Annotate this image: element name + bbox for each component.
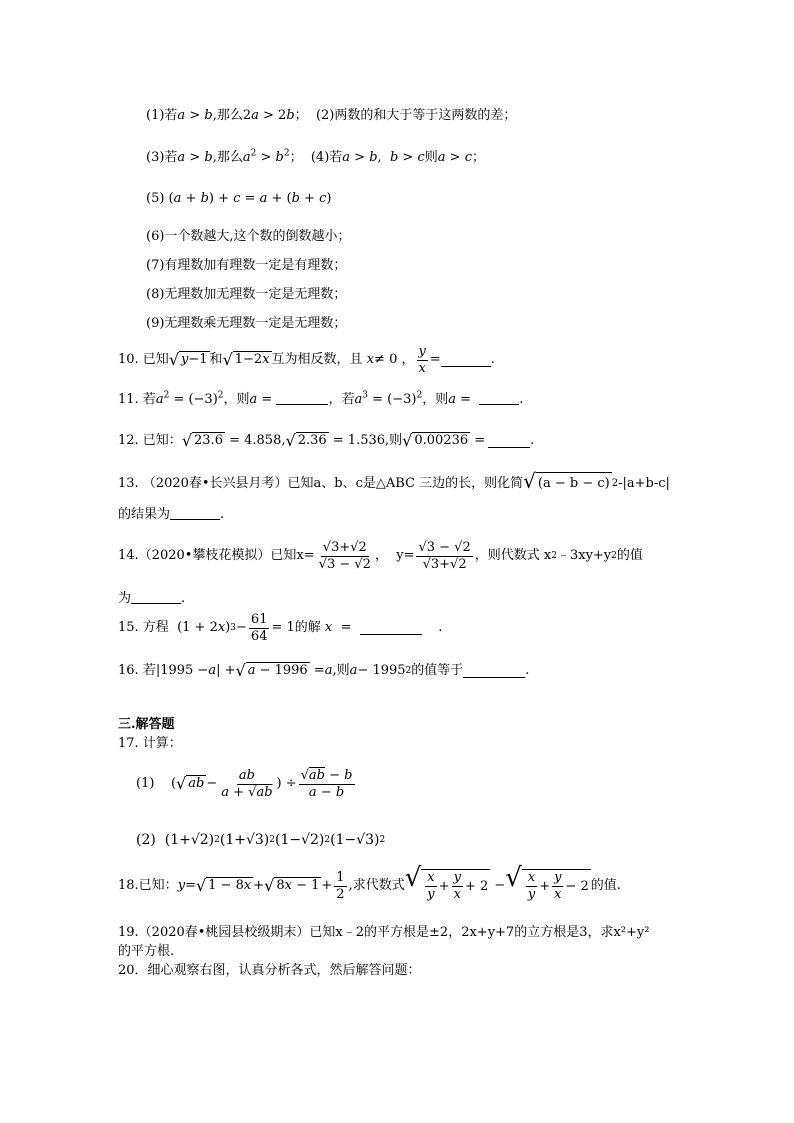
item-9: (9)无理数乘无理数一定是无理数；: [146, 316, 347, 331]
item-6: (6)一个数越大,这个数的倒数越小；: [146, 229, 351, 244]
sqrt-0-00236: √ 0.00236: [402, 431, 469, 450]
item-3-4: (3)若a > b,那么$a^2 > b^2$； (4)若a > b, b > c则a > c；: [146, 148, 485, 165]
sqrt-a-1996: √ a − 1996: [235, 661, 308, 680]
sqrt-expr-plus: √ $\frac{x}{y}$ + $\frac{y}{x}$ + 2: [404, 863, 489, 902]
fraction-y-over-x: $\frac{y}{x}$: [418, 343, 426, 376]
question-17-1: (1) ( √ ab − $\frac{ab}{a + √ab}$ ) ÷ $\frac{√ab - b}{a - b}$: [136, 767, 353, 800]
sqrt-y-1: √ y−1: [168, 350, 208, 369]
fraction-1-2: $\frac{1}{2}$: [336, 869, 345, 902]
question-11: 11. 若$a^2 = (-3)^2$，则a = ，若$a^3 = (-3)^2$，则a = .: [118, 390, 524, 407]
question-10: 10. 已知 √ y−1 和 √ 1−2x 互为相反数，且 x ≠ 0 ， $\frac{y}{x}$ = .: [118, 343, 495, 376]
sqrt-8x-1: √ 8x − 1: [264, 876, 320, 895]
item-1-2: (1)若a > b,那么2a > 2b； (2)两数的和大于等于这两数的差；: [146, 108, 517, 123]
question-15: 15. 方程 (1 + 2 x ) 3 − $\frac{61}{64}$ = 1 的解 x = .: [118, 611, 443, 644]
fraction-ab-b: $\frac{√ab - b}{a - b}$: [300, 767, 353, 800]
section-title: 三.解答题: [118, 717, 175, 732]
item-5: (5) (a + b) + c = a + (b + c): [146, 191, 332, 206]
sqrt-2-36: √ 2.36: [285, 431, 327, 450]
question-18: 18.已知： y = √ 1 − 8x + √ 8x − 1 + $\frac{1}{2}$ , 求代数式 √ $\frac{x}{y}$ + $\frac{y}{x}$ + 2 − √ $\frac{x}{y}$ + $\frac{y}{x}$ − 2 的值.: [118, 863, 621, 902]
question-13-cont: 的结果为 .: [118, 507, 225, 522]
answer-blank-16[interactable]: [463, 664, 525, 678]
question-19: 19.（2020春•桃园县校级期末）已知x﹣2的平方根是±2，2x+y+7的立方根是3，求x²+y²: [118, 925, 650, 940]
question-17-2: (2) (1+√2) 2 (1+√3) 2 (1−√2) 2 (1−√3) 2: [136, 832, 386, 848]
fraction-y: $\frac{√3 - √2}{√3+√2}$: [418, 539, 471, 572]
sqrt-ab: √ ab: [176, 774, 205, 793]
item-7: (7)有理数加有理数一定是有理数；: [146, 258, 347, 273]
sqrt-expr-minus: √ $\frac{x}{y}$ + $\frac{y}{x}$ − 2: [505, 863, 589, 902]
answer-blank-15[interactable]: [360, 621, 422, 635]
answer-blank-14[interactable]: [131, 590, 181, 604]
fraction-61-64: $\frac{61}{64}$: [250, 611, 268, 644]
sqrt-1-2x: √ 1−2x: [222, 350, 270, 369]
question-20: 20．细心观察右图，认真分析各式，然后解答问题：: [118, 963, 421, 978]
answer-blank-11a[interactable]: [276, 391, 328, 405]
answer-blank-10[interactable]: [441, 353, 491, 367]
answer-blank-13[interactable]: [170, 506, 220, 520]
question-14-cont: 为 .: [118, 591, 186, 606]
question-19-cont: 的平方根.: [118, 944, 175, 959]
sqrt-23-6: √ 23.6: [181, 431, 223, 450]
question-13: 13. （2020春•长兴县月考）已知a、b、c是△ABC 三边的长，则化简 √ (a − b − c) 2 -|a+b-c|: [118, 469, 670, 493]
item-8: (8)无理数加无理数一定是无理数；: [146, 287, 347, 302]
sqrt-1-8x: √ 1 − 8x: [195, 876, 252, 895]
question-12: 12. 已知： √ 23.6 = 4.858, √ 2.36 = 1.536, 则 √ 0.00236 = .: [118, 431, 535, 450]
question-16: 16. 若 |1995 − a | + √ a − 1996 = a , 则 a − 1995 2 的值等于 .: [118, 661, 530, 680]
answer-blank-11b[interactable]: [479, 391, 519, 405]
question-14: 14.（2020•攀枝花模拟）已知 x= $\frac{√3+√2}{√3 - √2}$ ， y= $\frac{√3 - √2}{√3+√2}$ ，则代数式 x 2 ﹣3xy+y 2 的值: [118, 539, 643, 572]
sqrt-abc: √ (a − b − c): [523, 469, 610, 493]
fraction-ab: $\frac{ab}{a + √ab}$: [221, 767, 273, 800]
answer-blank-12[interactable]: [488, 434, 530, 448]
fraction-x: $\frac{√3+√2}{√3 - √2}$: [318, 539, 371, 572]
question-17: 17. 计算：: [118, 736, 182, 751]
